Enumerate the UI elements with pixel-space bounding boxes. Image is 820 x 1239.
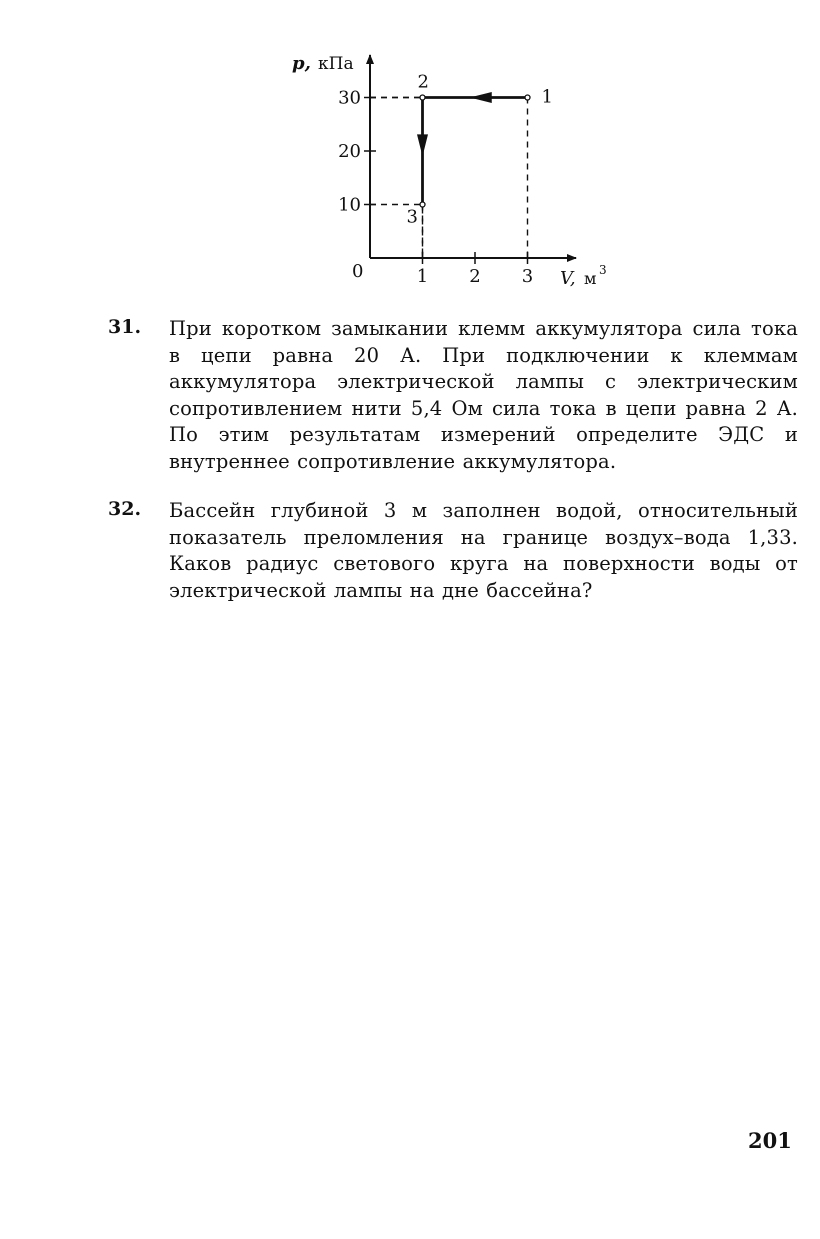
- x-axis-unit: м: [584, 269, 597, 288]
- state-point-label: 2: [417, 71, 429, 93]
- problem-number: 32.: [108, 498, 142, 520]
- state-point: [420, 202, 425, 207]
- process-direction-arrow: [470, 92, 492, 103]
- y-tick-label: 30: [338, 87, 361, 109]
- x-tick-label: 3: [521, 266, 534, 287]
- pv-diagram: [0, 0, 820, 300]
- problem-text: При коротком замыкании клемм аккумулятора сила тока в цепи равна 20 А. При подключении к клеммам аккумулятора электрической лампы с электрическим сопротивлением нити 5,4 Ом сила тока в цепи равна 2 А. По этим результатам измерений определите ЭДС и внутреннее сопротивление аккумулятора.: [169, 317, 798, 473]
- state-point: [525, 95, 530, 100]
- y-tick-label: 10: [338, 194, 361, 216]
- problem-number: 31.: [108, 316, 142, 338]
- state-point-label: 3: [406, 206, 418, 228]
- problem-32: [108, 498, 798, 604]
- state-point-label: 1: [541, 86, 553, 108]
- y-axis-unit: кПа: [318, 54, 354, 74]
- y-tick-label: 20: [338, 141, 361, 162]
- problem-text: Бассейн глубиной 3 м заполнен водой, относительный показатель преломления на границе воздух–вода 1,33. Каков радиус светового круга на поверхности воды от электрической лампы на дне бассейна?: [169, 499, 798, 602]
- origin-label: 0: [352, 261, 364, 282]
- process-direction-arrow: [417, 134, 428, 156]
- y-axis-label: p,: [292, 53, 311, 74]
- page-number: 201: [748, 1128, 792, 1153]
- x-tick-label: 1: [416, 266, 429, 287]
- x-tick-label: 2: [469, 266, 481, 287]
- state-point: [420, 95, 425, 100]
- problem-31: [108, 316, 798, 475]
- x-axis-unit-power: 3: [599, 263, 607, 277]
- x-axis-label: V,: [560, 268, 576, 289]
